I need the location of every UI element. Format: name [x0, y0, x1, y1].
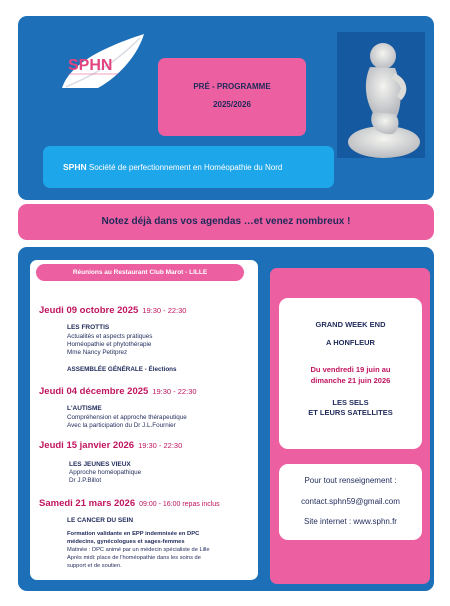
announcement-banner: Notez déjà dans vos agendas …et venez nombreux ! [18, 204, 434, 240]
event-line: Approche homéopathique [69, 469, 142, 476]
event-detail: Matinée : DPC animé par un médecin spécialiste de Lille [67, 547, 210, 553]
event-detail: support et de soutien. [67, 563, 122, 569]
weekend-dates: Du vendredi 19 juin au [310, 365, 391, 374]
event-time: 19:30 - 22:30 [152, 387, 197, 396]
svg-text:SPHN: SPHN [68, 57, 113, 74]
event-title: L'AUTISME [67, 405, 102, 412]
weekend-dates: dimanche 21 juin 2026 [310, 376, 391, 385]
event-line: Formation validante en EPP indemnisée en DPC [67, 531, 200, 537]
venue-label: Réunions au Restaurant Club Marot - LILLE [36, 264, 244, 281]
event-line: Avec la participation du Dr J.L.Fournier [67, 422, 176, 429]
contact-card [279, 464, 422, 540]
contact-email-link[interactable]: contact.sphn59@gmail.com [301, 497, 400, 506]
event-line: Homéopathie et phytothérapie [67, 341, 152, 348]
program-box [158, 58, 306, 136]
event-date: Jeudi 15 janvier 2026 19:30 - 22:30 [39, 440, 183, 451]
event-line: médecins, gynécologues et sages-femmes [67, 539, 185, 545]
sphn-logo [58, 30, 148, 90]
weekend-card [279, 298, 422, 449]
weekend-location: A HONFLEUR [326, 338, 375, 347]
cherub-statue-photo [337, 32, 425, 158]
event-date: Samedi 21 mars 2026 09:00 - 16:00 repas inclus [39, 498, 220, 509]
event-line: Compréhension et approche thérapeutique [67, 414, 187, 421]
event-title: LES JEUNES VIEUX [69, 461, 131, 468]
event-time: 19:30 - 22:30 [138, 441, 183, 450]
event-detail: Après midi: place de l'homéopathie dans les soins de [67, 555, 201, 561]
event-line: Dr J.P.Billot [69, 477, 102, 484]
contact-website-link[interactable]: Site internet : www.sphn.fr [304, 517, 397, 526]
program-years: 2025/2026 [213, 100, 251, 109]
sphn-logo-graphic [58, 30, 148, 90]
weekend-theme: LES SELS [332, 398, 369, 407]
event-time: 09:00 - 16:00 repas inclus [139, 501, 220, 508]
event-title: LES FROTTIS [67, 324, 110, 331]
event-title: LE CANCER DU SEIN [67, 517, 134, 524]
weekend-title: GRAND WEEK END [315, 320, 386, 329]
contact-heading: Pour tout renseignement : [304, 476, 397, 485]
event-note: ASSEMBLÉE GÉNÉRALE - Élections [67, 366, 177, 373]
event-date: Jeudi 09 octobre 2025 19:30 - 22:30 [39, 305, 187, 316]
society-full-name: Société de perfectionnement en Homéopathie du Nord [88, 163, 283, 172]
event-line: Actualités et aspects pratiques [67, 333, 153, 340]
weekend-theme: ET LEURS SATELLITES [308, 408, 393, 417]
event-date: Jeudi 04 décembre 2025 19:30 - 22:30 [39, 386, 197, 397]
society-name-bar [43, 146, 334, 188]
event-line: Mme Nancy Petitprez [67, 349, 128, 356]
event-time: 19:30 - 22:30 [142, 306, 187, 315]
program-title: PRÉ - PROGRAMME [193, 82, 271, 91]
society-acronym: SPHN [63, 162, 87, 172]
